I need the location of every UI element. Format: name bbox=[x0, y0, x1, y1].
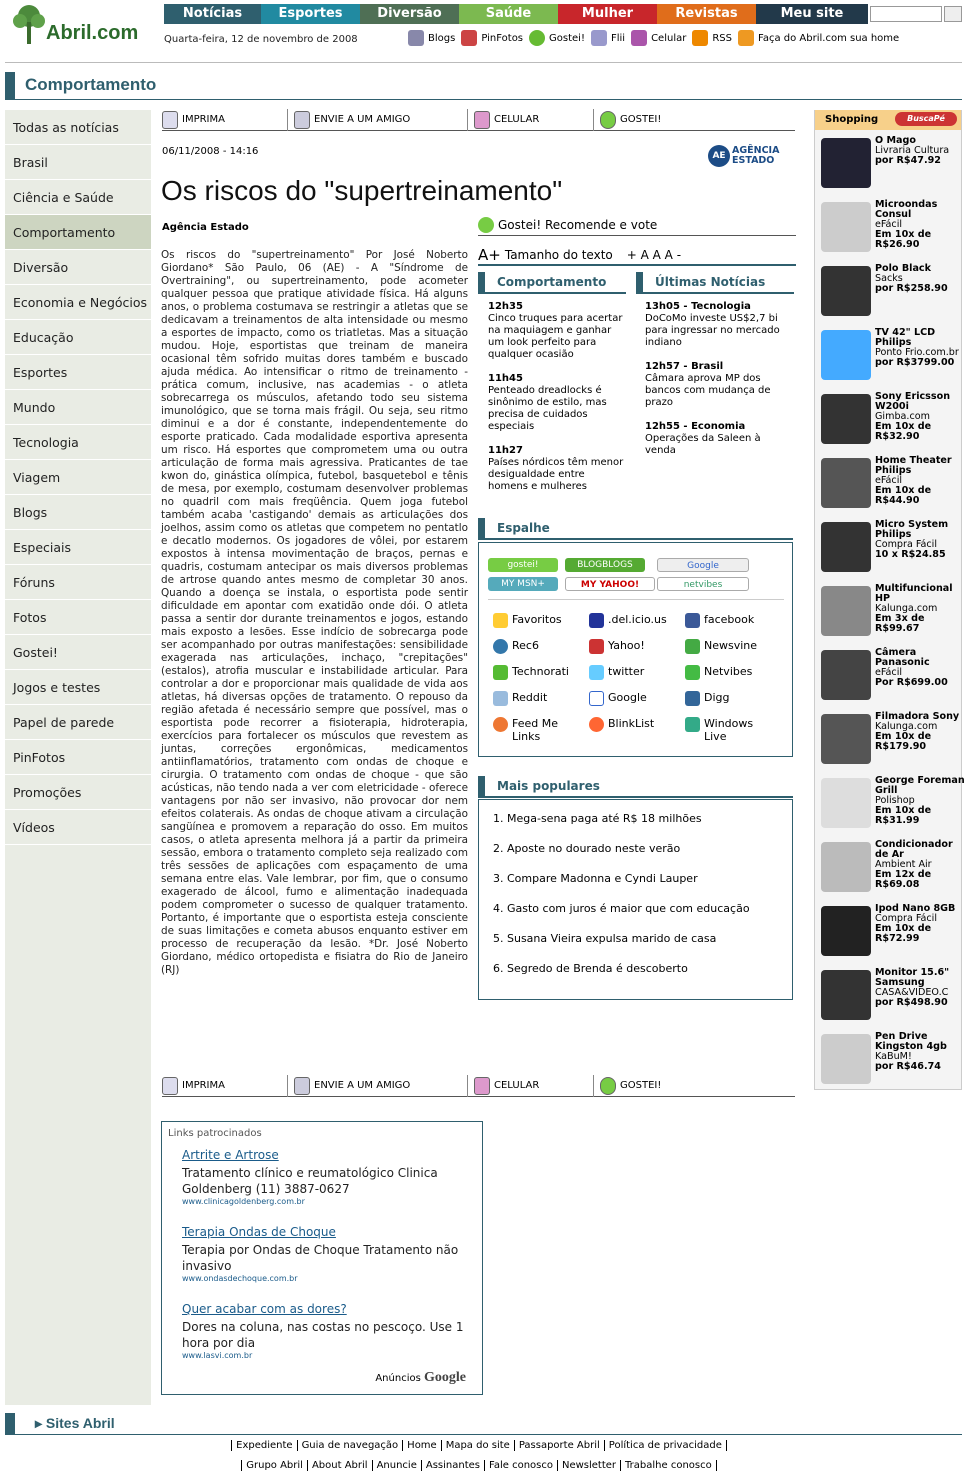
brand-name: Abril.com bbox=[46, 22, 139, 44]
nav-revistas[interactable]: Revistas bbox=[657, 4, 756, 24]
footer-links-1 bbox=[0, 1440, 966, 1451]
footer-link[interactable]: About Abril bbox=[307, 1460, 372, 1471]
espalhe-box bbox=[478, 542, 793, 757]
print-icon bbox=[162, 111, 178, 129]
shopping-product[interactable]: George Foreman Grill Polishop Em 10x de R$31.99 bbox=[815, 776, 963, 840]
article-date: 06/11/2008 - 14:16 bbox=[162, 146, 259, 157]
share-favoritos[interactable]: Favoritos bbox=[493, 613, 562, 628]
send-friend-button[interactable]: ENVIE A UM AMIGO bbox=[288, 109, 468, 131]
ad-item[interactable]: Terapia Ondas de Choque Terapia por Ondas de Choque Tratamento não invasivo www.ondasdechoque.com.br bbox=[182, 1225, 459, 1283]
sidebar-item[interactable]: Promoções bbox=[5, 775, 151, 810]
article-body: Os riscos do "supertreinamento" Por José Noberto Giordano* São Paulo, 06 (AE) - A "Síndrome de Overtraining", ou supertreinamento, pode acometer qualquer pessoa que pratique atividade física. Há alguns anos, o problema costumava se restringir a atletas que se dedicavam a treinamentos de alta intensidade ou mesmo a esportes de impacto, como os triatletas. Mas a situação mudou. Hoje, esportistas que treinam de maneira ocasional têm sofrido muitas dores também e buscado ajuda médica. Ao intensificar o ritmo de treinamento - prática comum, inclusive, nas academias - o atleta sobrecarrega os músculos, afetando todo seu sistema imunológico, que se torna mais frágil. Ou seja, seu ritmo diminui e a dor é constante, independentemente do esporte praticado. Cada modalidade esportiva apresenta um risco. Há esportes que comprometem uma ou outra articulação de forma mais agressiva. Praticantes de tae kwon do, ginástica olímpica, futebol, basquetebol e tênis de mesa, por exemplo, costumam desenvolver problemas no quadril com mais freqüência. Quem joga futebol também acaba 'castigando' demais as articulações dos joelhos, assim como os atletas que competem no pentatlo e decatlo modernos. Os jogadores de vôlei, por estarem expostos à intensa movimentação de braços, pernas e quadris, costumam antecipar os mais diversos problemas de artrose quando antes mesmo de completar 30 anos. Quando a doença se instala, o esportista pode sentir dificuldade em apontar com exatidão onde dói. O atleta passa a sentir dor durante treinamentos e jogos, estando mais exposto a lesões. Esse indício de sobrecarga pode ser acompanhado por outras manifestações: sensibilidade exagerada nas articulações, inchaço, "crepitações" (estalos), atrofia muscular e instabilidade articular. Para controlar a dor e proporcionar mais qualidade de vida aos atletas, há diversas opções de tratamento. O repouso da região afetada é necessário sempre que possível, mas o esportista pode recorrer a fisioterapia, hidroterapia, exercícios para fortalecer os músculos que revestem as juntas, correções ergonômicas, medicamentos antiinflamatórios, tratamento com ondas de choque e cirurgia. O tratamento com ondas de choque - que são acústicas, não tendo nada a ver com eletricidade - oferece vantagens por não ser invasivo, não provocar dor nem efeitos colaterais. As ondas de choque ativam a circulação sangüínea e promovem a reparação do osso. Em muitos casos, o atleta apresenta melhora já a partir da primeira sessão, embora o tratamento completo seja realizado com três sessões de aplicações com espaçamento de uma semana entre elas. Vale lembrar, por fim, que o consumo exagerado de álcool, fumo e alimentação inadequada podem comprometer o sucesso de qualquer tratamento. Portanto, é importante que o esportista esteja consciente de suas limitações e cometa abusos enquanto estiver em processo de recuperação da lesão. *Dr. José Noberto Giordano, médico ortopedista e fisiatra do Rio de Janeiro (RJ) bbox=[161, 249, 468, 976]
shopping-product[interactable]: O Mago Livraria Cultura por R$47.92 bbox=[815, 136, 963, 200]
text-size-label: Tamanho do texto bbox=[504, 248, 613, 262]
share-google[interactable]: Google bbox=[589, 691, 647, 706]
msn-badge[interactable]: MY MSN+ bbox=[488, 577, 558, 591]
product-image[interactable] bbox=[821, 842, 871, 892]
shopping-product[interactable]: Filmadora Sony Kalunga.com Em 10x de R$179.90 bbox=[815, 712, 963, 776]
sidebar-item[interactable]: Todas as notícias bbox=[5, 110, 151, 145]
facebook-icon bbox=[685, 613, 700, 628]
reddit-icon bbox=[493, 691, 508, 706]
sidebar-item[interactable]: Ciência e Saúde bbox=[5, 180, 151, 215]
mail-icon bbox=[294, 111, 310, 129]
sites-abril-header[interactable] bbox=[5, 1413, 962, 1435]
main-nav bbox=[164, 4, 868, 24]
sidebar-item[interactable]: Blogs bbox=[5, 495, 151, 530]
nav-mulher[interactable]: Mulher bbox=[558, 4, 657, 24]
footer-link[interactable]: Passaporte Abril bbox=[514, 1440, 604, 1451]
homepage-link[interactable]: Faça do Abril.com sua home bbox=[738, 30, 899, 46]
sidebar-item[interactable]: Fóruns bbox=[5, 565, 151, 600]
footer-link[interactable]: Política de privacidade bbox=[604, 1440, 726, 1451]
share-delicious[interactable]: .del.icio.us bbox=[589, 613, 667, 628]
ae-badge-icon: AE bbox=[708, 145, 730, 167]
nav-meu-site[interactable]: Meu site bbox=[756, 4, 868, 24]
text-size-prefix: A+ bbox=[478, 246, 501, 264]
blogs-icon bbox=[408, 30, 424, 46]
sidebar-item[interactable]: Mundo bbox=[5, 390, 151, 425]
search-button[interactable] bbox=[944, 6, 962, 22]
shopping-product[interactable]: Câmera Panasonic eFácil Por R$699.00 bbox=[815, 648, 963, 712]
sidebar-item[interactable]: Educação bbox=[5, 320, 151, 355]
product-image[interactable] bbox=[821, 778, 871, 828]
share-technorati[interactable]: Technorati bbox=[493, 665, 569, 680]
shopping-product[interactable]: Monitor 15.6" Samsung CASA&VIDEO.C por R$498.90 bbox=[815, 968, 963, 1032]
ultimas-header: Últimas Notícias bbox=[636, 272, 794, 294]
delicious-icon bbox=[589, 613, 604, 628]
rss-link[interactable]: RSS bbox=[692, 30, 732, 46]
current-date: Quarta-feira, 12 de novembro de 2008 bbox=[164, 34, 358, 45]
product-image[interactable] bbox=[821, 394, 871, 444]
sidebar-item[interactable]: Economia e Negócios bbox=[5, 285, 151, 320]
like-button[interactable]: GOSTEI! bbox=[594, 109, 720, 131]
nav-saude[interactable]: Saúde bbox=[459, 4, 558, 24]
text-size-control bbox=[478, 244, 796, 266]
ads-by-google[interactable]: Anúncios Google bbox=[375, 1370, 466, 1385]
digg-icon bbox=[685, 691, 700, 706]
gostei-link[interactable]: Gostei! bbox=[529, 30, 585, 46]
footer-link[interactable]: Trabalhe conosco bbox=[620, 1460, 716, 1471]
espalhe-divider bbox=[488, 599, 784, 600]
star-icon bbox=[493, 613, 508, 628]
popular-item[interactable]: 4. Gasto com juros é maior que com educação bbox=[493, 902, 750, 915]
blinklist-icon bbox=[589, 717, 604, 732]
gostei-icon bbox=[600, 1077, 616, 1095]
sidebar-item[interactable]: Papel de parede bbox=[5, 705, 151, 740]
product-image[interactable] bbox=[821, 330, 871, 380]
footer-separator bbox=[716, 1460, 725, 1471]
flii-link[interactable]: Flii bbox=[591, 30, 625, 46]
article-toolbar-top bbox=[162, 109, 795, 131]
mobile-button[interactable]: CELULAR bbox=[468, 109, 594, 131]
sidebar-item[interactable]: Esportes bbox=[5, 355, 151, 390]
like-button[interactable]: GOSTEI! bbox=[594, 1075, 720, 1097]
gostei-icon bbox=[529, 30, 545, 46]
nav-diversao[interactable]: Diversão bbox=[360, 4, 459, 24]
product-image[interactable] bbox=[821, 714, 871, 764]
footer-link[interactable]: Mapa do site bbox=[441, 1440, 514, 1451]
popular-item[interactable]: 1. Mega-sena paga até R$ 18 milhões bbox=[493, 812, 702, 825]
share-reddit[interactable]: Reddit bbox=[493, 691, 547, 706]
search-input[interactable] bbox=[870, 6, 942, 22]
print-button[interactable]: IMPRIMA bbox=[162, 109, 288, 131]
gostei-badge[interactable]: gostei! bbox=[488, 558, 558, 572]
article-toolbar-bottom bbox=[162, 1075, 795, 1097]
product-image[interactable] bbox=[821, 458, 871, 508]
blogblogs-badge[interactable]: BLOGBLOGS bbox=[565, 558, 645, 572]
popular-item[interactable]: 3. Compare Madonna e Cyndi Lauper bbox=[493, 872, 698, 885]
ultimas-column bbox=[636, 272, 794, 469]
product-image[interactable] bbox=[821, 266, 871, 316]
sidebar-item[interactable]: Diversão bbox=[5, 250, 151, 285]
ads-header: Links patrocinados bbox=[168, 1128, 262, 1139]
blogs-link[interactable]: Blogs bbox=[408, 30, 455, 46]
news-item[interactable]: 12h35 Cinco truques para acertar na maquiagem e ganhar um look perfeito para qualquer ocasião bbox=[488, 301, 623, 360]
buscape-logo[interactable]: BuscaPé bbox=[895, 112, 957, 126]
sites-abril-title: ▸ Sites Abril bbox=[35, 1415, 115, 1431]
popular-item[interactable]: 6. Segredo de Brenda é descoberto bbox=[493, 962, 688, 975]
google-icon bbox=[589, 691, 604, 706]
shopping-product[interactable]: Microondas Consul eFácil Em 10x de R$26.90 bbox=[815, 200, 963, 264]
agency-logo: AE AGÊNCIA ESTADO bbox=[708, 142, 788, 168]
footer-link[interactable]: Anuncie bbox=[372, 1460, 421, 1471]
shopping-header: Shopping BuscaPé bbox=[815, 110, 961, 130]
mail-icon bbox=[294, 1077, 310, 1095]
rec6-icon bbox=[493, 639, 508, 654]
text-size-buttons[interactable]: + A A A - bbox=[626, 248, 682, 262]
pinfotos-icon bbox=[461, 30, 477, 46]
mobile-button[interactable]: CELULAR bbox=[468, 1075, 594, 1097]
gostei-icon bbox=[478, 217, 494, 233]
share-twitter[interactable]: twitter bbox=[589, 665, 644, 680]
news-item[interactable]: 11h27 Países nórdicos têm menor desigualdade entre homens e mulheres bbox=[488, 445, 624, 492]
twitter-icon bbox=[589, 665, 604, 680]
sidebar-item[interactable]: Especiais bbox=[5, 530, 151, 565]
popular-item[interactable]: 2. Aposte no dourado neste verão bbox=[493, 842, 681, 855]
share-feedme[interactable]: Feed Me Links bbox=[493, 717, 578, 743]
product-image[interactable] bbox=[821, 1034, 871, 1084]
footer-link[interactable]: Home bbox=[402, 1440, 441, 1451]
netvibes-icon bbox=[685, 665, 700, 680]
comportamento-column bbox=[478, 272, 626, 505]
section-header bbox=[5, 72, 962, 100]
footer-link[interactable]: Expediente bbox=[231, 1440, 296, 1451]
feedme-icon bbox=[493, 717, 508, 732]
article-title: Os riscos do "supertreinamento" bbox=[161, 175, 563, 206]
technorati-icon bbox=[493, 665, 508, 680]
share-yahoo[interactable]: Yahoo! bbox=[589, 639, 645, 654]
footer-link[interactable]: Assinantes bbox=[421, 1460, 484, 1471]
product-image[interactable] bbox=[821, 586, 871, 636]
send-friend-button[interactable]: ENVIE A UM AMIGO bbox=[288, 1075, 468, 1097]
popular-item[interactable]: 5. Susana Vieira expulsa marido de casa bbox=[493, 932, 717, 945]
shopping-product[interactable]: Sony Ericsson W200i Gimba.com Em 10x de R$32.90 bbox=[815, 392, 963, 456]
print-button[interactable]: IMPRIMA bbox=[162, 1075, 288, 1097]
product-image[interactable] bbox=[821, 970, 871, 1020]
shopping-product[interactable]: Multifuncional HP Kalunga.com Em 3x de R$99.67 bbox=[815, 584, 963, 648]
nav-esportes[interactable]: Esportes bbox=[261, 4, 360, 24]
sponsored-links bbox=[161, 1121, 483, 1395]
article-author: Agência Estado bbox=[162, 222, 249, 233]
share-netvibes[interactable]: Netvibes bbox=[685, 665, 752, 680]
footer-separator bbox=[726, 1440, 735, 1451]
comportamento-header: Comportamento bbox=[478, 272, 626, 294]
yahoo-icon bbox=[589, 639, 604, 654]
footer-link[interactable]: Guia de navegação bbox=[297, 1440, 403, 1451]
shopping-product[interactable]: Home Theater Philips eFácil Em 10x de R$44.90 bbox=[815, 456, 963, 520]
yahoo-badge[interactable]: MY YAHOO! bbox=[565, 577, 655, 591]
section-title: Comportamento bbox=[25, 75, 157, 94]
product-image[interactable] bbox=[821, 138, 871, 188]
populares-header: Mais populares bbox=[478, 776, 793, 798]
phone-icon bbox=[474, 1077, 490, 1095]
sidebar-item[interactable]: Jogos e testes bbox=[5, 670, 151, 705]
phone-icon bbox=[474, 111, 490, 129]
news-item[interactable]: 12h55 - Economia Operações da Saleen à venda bbox=[645, 421, 761, 456]
header-divider bbox=[5, 62, 962, 63]
shopping-product[interactable]: Ipod Nano 8GB Compra Fácil Em 10x de R$72.99 bbox=[815, 904, 963, 968]
tree-logo-icon bbox=[12, 4, 46, 46]
share-rec6[interactable]: Rec6 bbox=[493, 639, 539, 654]
top-links bbox=[408, 30, 905, 46]
shopping-product[interactable]: TV 42" LCD Philips Ponto Frio.com.br por R$3799.00 bbox=[815, 328, 963, 392]
sidebar-item[interactable]: Tecnologia bbox=[5, 425, 151, 460]
footer-link[interactable]: Fale conosco bbox=[484, 1460, 557, 1471]
populares-list bbox=[478, 799, 793, 1000]
netvibes-badge[interactable]: netvibes bbox=[657, 577, 749, 591]
sidebar-item[interactable]: Gostei! bbox=[5, 635, 151, 670]
shopping-product[interactable]: Pen Drive Kingston 4gb KaBuM! por R$46.74 bbox=[815, 1032, 963, 1096]
share-newsvine[interactable]: Newsvine bbox=[685, 639, 757, 654]
product-image[interactable] bbox=[821, 202, 871, 252]
share-blinklist[interactable]: BlinkList bbox=[589, 717, 654, 732]
ad-item[interactable]: Quer acabar com as dores? Dores na coluna, nas costas no pescoço. Use 1 hora por dia www.lasvi.com.br bbox=[182, 1302, 464, 1360]
print-icon bbox=[162, 1077, 178, 1095]
shopping-product[interactable]: Polo Black Sacks por R$258.90 bbox=[815, 264, 963, 328]
footer-link[interactable]: Newsletter bbox=[557, 1460, 620, 1471]
sidebar-item[interactable]: Viagem bbox=[5, 460, 151, 495]
sidebar-item[interactable]: Vídeos bbox=[5, 810, 151, 845]
news-item[interactable]: 12h57 - Brasil Câmara aprova MP dos bancos com mudança de prazo bbox=[645, 361, 771, 408]
espalhe-header: Espalhe bbox=[478, 518, 793, 540]
rss-icon bbox=[692, 30, 708, 46]
share-facebook[interactable]: facebook bbox=[685, 613, 754, 628]
news-item[interactable]: 13h05 - Tecnologia DoCoMo investe US$2,7 bi para ingressar no mercado indiano bbox=[645, 301, 780, 348]
shopping-product[interactable]: Micro System Philips Compra Fácil 10 x R$24.85 bbox=[815, 520, 963, 584]
pinfotos-link[interactable]: PinFotos bbox=[461, 30, 523, 46]
ad-item[interactable]: Artrite e Artrose Tratamento clínico e reumatológico Clinica Goldenberg (11) 3887-0627 www.clinicagoldenberg.com.br bbox=[182, 1148, 438, 1206]
share-digg[interactable]: Digg bbox=[685, 691, 730, 706]
newsvine-icon bbox=[685, 639, 700, 654]
footer-links-2 bbox=[0, 1460, 966, 1471]
sidebar bbox=[5, 110, 151, 1405]
gostei-recommend[interactable]: Gostei! Recomende e vote bbox=[478, 214, 796, 236]
product-image[interactable] bbox=[821, 650, 871, 700]
home-icon bbox=[738, 30, 754, 46]
windows-icon bbox=[685, 717, 700, 732]
footer-link[interactable]: Grupo Abril bbox=[241, 1460, 307, 1471]
nav-noticias[interactable]: Notícias bbox=[164, 4, 261, 24]
celular-link[interactable]: Celular bbox=[631, 30, 686, 46]
flii-icon bbox=[591, 30, 607, 46]
sidebar-item[interactable]: Fotos bbox=[5, 600, 151, 635]
news-item[interactable]: 11h45 Penteado dreadlocks é sinônimo de estilo, mas precisa de cuidados especiais bbox=[488, 373, 607, 432]
google-badge[interactable]: Google bbox=[657, 558, 749, 572]
abril-logo[interactable] bbox=[10, 4, 160, 48]
share-windows-live[interactable]: Windows Live bbox=[685, 717, 765, 743]
sidebar-item[interactable]: Brasil bbox=[5, 145, 151, 180]
shopping-product[interactable]: Condicionador de Ar Ambient Air Em 12x de R$69.08 bbox=[815, 840, 963, 904]
gostei-icon bbox=[600, 111, 616, 129]
shopping-panel bbox=[814, 110, 965, 1090]
sidebar-item[interactable]: PinFotos bbox=[5, 740, 151, 775]
product-image[interactable] bbox=[821, 522, 871, 572]
product-image[interactable] bbox=[821, 906, 871, 956]
sidebar-item-selected[interactable]: Comportamento bbox=[5, 215, 151, 250]
phone-icon bbox=[631, 30, 647, 46]
